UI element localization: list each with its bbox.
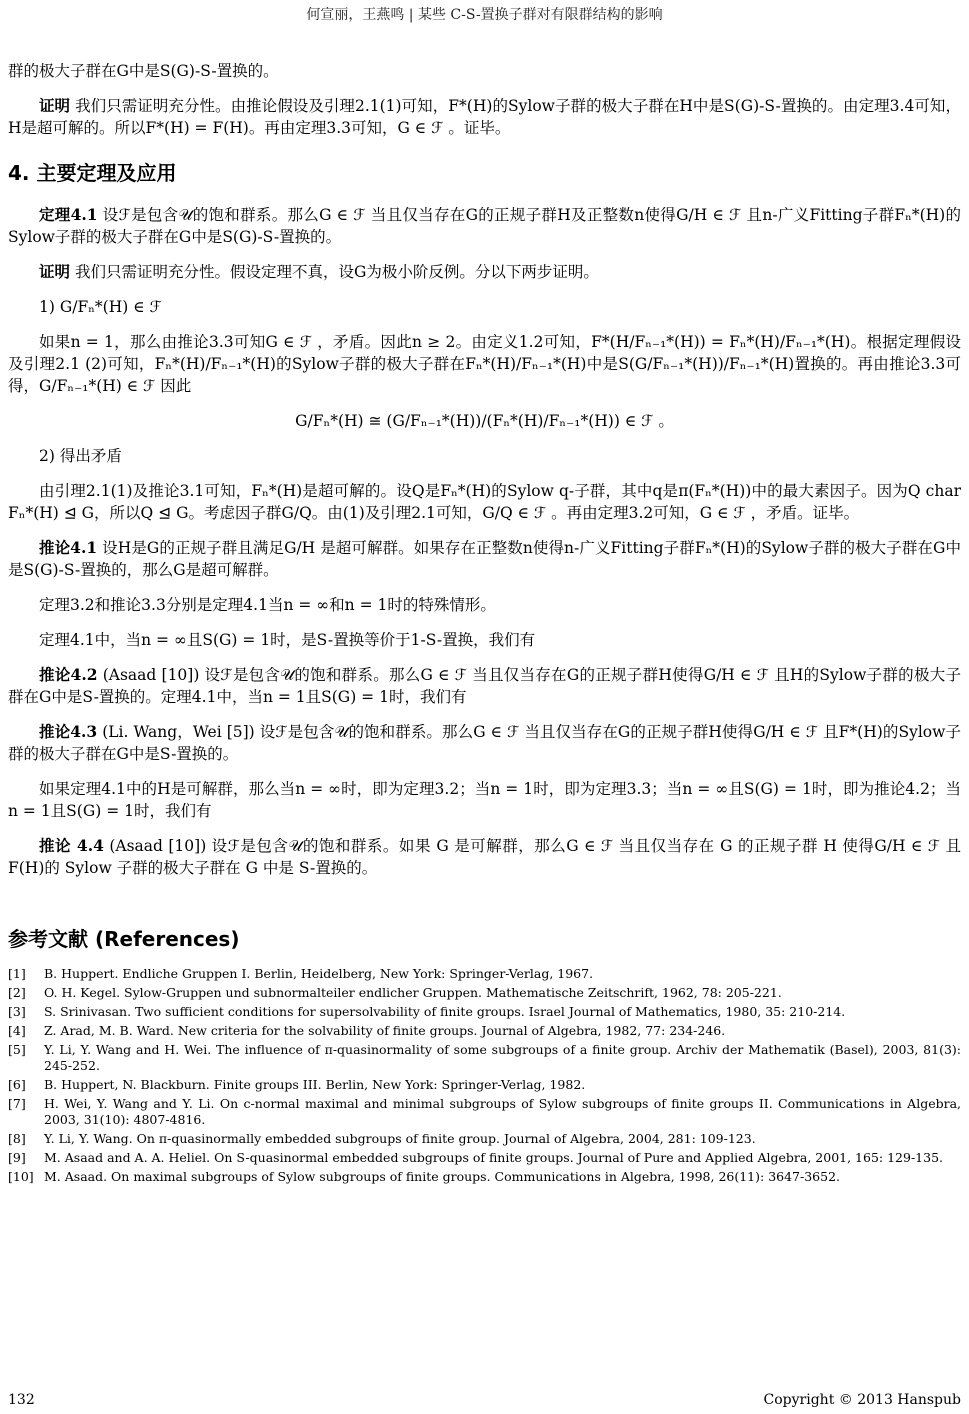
theorem-label: 定理4.1 <box>39 205 98 224</box>
reference-number: [7] <box>8 1096 26 1111</box>
corollary-4-4 <box>8 835 961 879</box>
main-content <box>8 60 961 1188</box>
reference-number: [8] <box>8 1131 26 1146</box>
copyright-notice: Copyright © 2013 Hanspub <box>763 1392 961 1408</box>
running-head: 何宣丽，王燕鸣 | 某些 C-S-置换子群对有限群结构的影响 <box>306 7 663 23</box>
intro-paragraph: 群的极大子群在G中是S(G)-S-置换的。 <box>8 62 279 80</box>
reference-text: Z. Arad, M. B. Ward. New criteria for the solvability of finite groups. Journal of Algebra, 1982, 77: 234-246. <box>44 1023 726 1038</box>
references-heading: 参考文献 (References) <box>8 927 240 951</box>
corollary-label: 推论4.3 <box>39 722 98 741</box>
proof-text: 我们只需证明充分性。由推论假设及引理2.1(1)可知，F*(H)的Sylow子群的极大子群在H中是S(G)-S-置换的。由定理3.4可知，H是超可解的。所以F*(H) = F(H)。再由定理3.3可知，G ∈ ℱ 。证毕。 <box>8 97 961 137</box>
reference-text: M. Asaad and A. A. Heliel. On S-quasinormal embedded subgroups of finite groups. Journal of Pure and Applied Algebra, 2001, 165: 129-135. <box>44 1150 944 1165</box>
reference-number: [6] <box>8 1077 26 1092</box>
reference-text: Y. Li, Y. Wang. On π-quasinormally embedded subgroups of finite group. Journal of Algebra, 2004, 281: 109-123. <box>44 1131 756 1146</box>
reference-text: H. Wei, Y. Wang and Y. Li. On c-normal maximal and minimal subgroups of Sylow subgroups of finite groups II. Communications in Algebra, 2003, 31(10): 4807-4816. <box>44 1096 961 1127</box>
reference-item <box>8 985 961 1001</box>
reference-item <box>8 1077 961 1093</box>
reference-text: S. Srinivasan. Two sufficient conditions for supersolvability of finite groups. Israel Journal of Mathematics, 1980, 35: 210-214. <box>44 1004 846 1019</box>
proof-paragraph-2 <box>8 261 961 283</box>
page-number: 132 <box>8 1392 35 1408</box>
reference-number: [1] <box>8 966 26 981</box>
reference-item <box>8 966 961 982</box>
reference-text: B. Huppert, N. Blackburn. Finite groups III. Berlin, New York: Springer-Verlag, 1982. <box>44 1077 586 1092</box>
reference-item <box>8 1096 961 1128</box>
corollary-text: (Asaad [10]) 设ℱ是包含𝒰的饱和群系。那么G ∈ ℱ 当且仅当存在G的正规子群H使得G/H ∈ ℱ 且H的Sylow子群的极大子群在G中是S-置换的。定理4.1中，当n = 1且S(G) = 1时，我们有 <box>8 666 961 706</box>
reference-item <box>8 1169 961 1185</box>
theorem-4-1 <box>8 204 961 248</box>
reference-item <box>8 1150 961 1166</box>
corollary-text: (Asaad [10]) 设ℱ是包含𝒰的饱和群系。如果 G 是可解群，那么G ∈ ℱ 当且仅当存在 G 的正规子群 H 使得G/H ∈ ℱ 且 F(H)的 Sylow 子群的极大子群在 G 中是 S-置换的。 <box>8 837 961 877</box>
reference-item <box>8 1004 961 1020</box>
reference-text: M. Asaad. On maximal subgroups of Sylow subgroups of finite groups. Communications in Algebra, 1998, 26(11): 3647-3652. <box>44 1169 841 1184</box>
remark-2: 定理4.1中，当n = ∞且S(G) = 1时，是S-置换等价于1-S-置换，我们有 <box>39 631 536 649</box>
step-1-text: 如果n = 1，那么由推论3.3可知G ∈ ℱ ，矛盾。因此n ≥ 2。由定义1.2可知，F*(H/Fₙ₋₁*(H)) = Fₙ*(H)/Fₙ₋₁*(H)。根据定理假设及引理2.1 (2)可知，Fₙ*(H)/Fₙ₋₁*(H)的Sylow子群的极大子群在Fₙ*(H)/Fₙ₋₁*(H)中是S(G/Fₙ₋₁*(H))/Fₙ₋₁*(H)置换的。再由推论3.3可得，G/Fₙ₋₁*(H) ∈ ℱ 因此 <box>8 333 961 395</box>
corollary-label: 推论4.1 <box>39 538 98 557</box>
step-1-display-formula: G/Fₙ*(H) ≅ (G/Fₙ₋₁*(H))/(Fₙ*(H)/Fₙ₋₁*(H)) ∈ ℱ 。 <box>295 412 674 430</box>
reference-number: [4] <box>8 1023 26 1038</box>
reference-number: [2] <box>8 985 26 1000</box>
reference-list <box>8 966 961 1185</box>
reference-text: Y. Li, Y. Wang and H. Wei. The influence of π-quasinormality of some subgroups of a finite group. Archiv der Mathematik (Basel), 2003, 81(3): 245-252. <box>44 1042 961 1073</box>
corollary-label: 推论4.2 <box>39 665 98 684</box>
reference-number: [3] <box>8 1004 26 1019</box>
reference-item <box>8 1131 961 1147</box>
proof-label: 证明 <box>39 96 71 115</box>
reference-item <box>8 1042 961 1074</box>
section-heading: 4. 主要定理及应用 <box>8 161 177 185</box>
proof-label: 证明 <box>39 262 71 281</box>
step-2-text: 由引理2.1(1)及推论3.1可知，Fₙ*(H)是超可解的。设Q是Fₙ*(H)的Sylow q-子群，其中q是π(Fₙ*(H))中的最大素因子。因为Q char Fₙ*(H) ⊴ G，所以Q ⊴ G。考虑因子群G/Q。由(1)及引理2.1可知，G/Q ∈ ℱ 。再由定理3.2可知，G ∈ ℱ ，矛盾。证毕。 <box>8 482 961 522</box>
proof-paragraph-1 <box>8 95 961 139</box>
reference-text: O. H. Kegel. Sylow-Gruppen und subnormalteiler endlicher Gruppen. Mathematische Zeitschrift, 1962, 78: 205-221. <box>44 985 782 1000</box>
remark-1: 定理3.2和推论3.3分别是定理4.1当n = ∞和n = 1时的特殊情形。 <box>39 596 496 614</box>
corollary-text: 设H是G的正规子群且满足G/H 是超可解群。如果存在正整数n使得n-广义Fitting子群Fₙ*(H)的Sylow子群的极大子群在G中是S(G)-S-置换的，那么G是超可解群。 <box>8 539 961 579</box>
step-1-heading: 1) G/Fₙ*(H) ∈ ℱ <box>39 298 162 316</box>
reference-number: [9] <box>8 1150 26 1165</box>
remark-3: 如果定理4.1中的H是可解群，那么当n = ∞时，即为定理3.2；当n = 1时，即为定理3.3；当n = ∞且S(G) = 1时，即为推论4.2；当n = 1且S(G) = 1时，我们有 <box>8 780 961 820</box>
corollary-4-2 <box>8 664 961 708</box>
proof-text: 我们只需证明充分性。假设定理不真，设G为极小阶反例。分以下两步证明。 <box>74 263 599 281</box>
reference-text: B. Huppert. Endliche Gruppen I. Berlin, Heidelberg, New York: Springer-Verlag, 1967. <box>44 966 594 981</box>
step-2-heading: 2) 得出矛盾 <box>39 447 122 465</box>
reference-number: [5] <box>8 1042 26 1057</box>
theorem-text: 设ℱ是包含𝒰的饱和群系。那么G ∈ ℱ 当且仅当存在G的正规子群H及正整数n使得G/H ∈ ℱ 且n-广义Fitting子群Fₙ*(H)的Sylow子群的极大子群在G中是S(G)-S-置换的。 <box>8 206 961 246</box>
reference-item <box>8 1023 961 1039</box>
reference-number: [10] <box>8 1169 34 1184</box>
corollary-4-1 <box>8 537 961 581</box>
corollary-label: 推论 4.4 <box>39 836 104 855</box>
corollary-4-3 <box>8 721 961 765</box>
corollary-text: (Li. Wang，Wei [5]) 设ℱ是包含𝒰的饱和群系。那么G ∈ ℱ 当且仅当存在G的正规子群H使得G/H ∈ ℱ 且F*(H)的Sylow子群的极大子群在G中是S-置换的。 <box>8 723 961 763</box>
